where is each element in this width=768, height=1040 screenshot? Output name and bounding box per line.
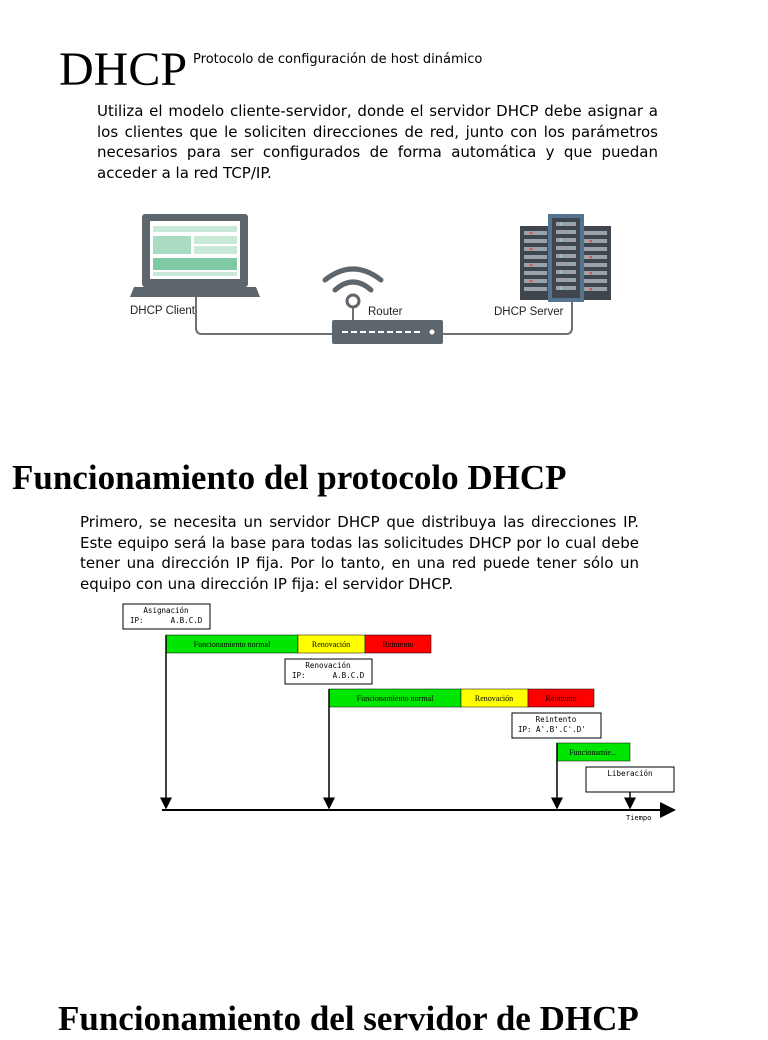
row3-normal-label: Funcionamie... — [569, 748, 617, 757]
retry-box-title: Reintento — [535, 715, 577, 724]
assignment-box-title: Asignación — [143, 606, 189, 615]
network-diagram — [120, 208, 640, 350]
assignment-box-ip: IP: A.B.C.D — [130, 616, 203, 625]
row2-normal-label: Funcionamiento normal — [356, 694, 434, 703]
laptop-icon — [130, 214, 260, 297]
page-title — [59, 32, 482, 98]
renewal-box-ip: IP: A.B.C.D — [292, 671, 365, 680]
protocol-paragraph: Primero, se necesita un servidor DHCP que distribuya las direcciones IP. Este equipo será la base para todas las solicitudes DHCP por lo cual debe tener una dirección IP fija. Por lo tanto, en una red puede tener sólo un equipo con una dirección IP fija: el servidor DHCP. — [80, 513, 639, 593]
lease-timeline-diagram — [118, 602, 680, 824]
server-label: DHCP Server — [494, 306, 564, 318]
section-heading-server: Funcionamiento del servidor de DHCP — [58, 999, 639, 1038]
time-axis-label: Tiempo — [626, 814, 652, 822]
router-icon — [332, 320, 443, 344]
row2-retry-label: Reintento — [545, 694, 577, 703]
router-label: Router — [368, 306, 403, 318]
row1-retry-label: Reintento — [382, 640, 414, 649]
row1-normal-label: Funcionamiento normal — [193, 640, 271, 649]
row2-renewal-label: Renovación — [474, 694, 514, 703]
section-heading-protocol: Funcionamiento del protocolo DHCP — [12, 458, 567, 497]
renewal-box-title: Renovación — [305, 661, 351, 670]
intro-paragraph: Utiliza el modelo cliente-servidor, donde el servidor DHCP debe asignar a los clientes que le soliciten direcciones de red, junto con los parámetros necesarios para ser configurados de forma automática y que puedan acceder a la red TCP/IP. — [97, 102, 658, 182]
retry-box-ip: IP: A'.B'.C'.D' — [518, 725, 586, 734]
title-subtitle: Protocolo de configuración de host dinámico — [193, 52, 483, 67]
row1-renewal-label: Renovación — [311, 640, 351, 649]
router-antenna-icon — [347, 295, 359, 307]
client-label: DHCP Client — [130, 305, 195, 317]
wifi-icon — [325, 269, 381, 290]
server-rack-icon — [520, 214, 611, 302]
title-text: DHCP — [59, 43, 188, 96]
release-box-title: Liberación — [607, 769, 653, 778]
client-router-link — [196, 294, 332, 334]
